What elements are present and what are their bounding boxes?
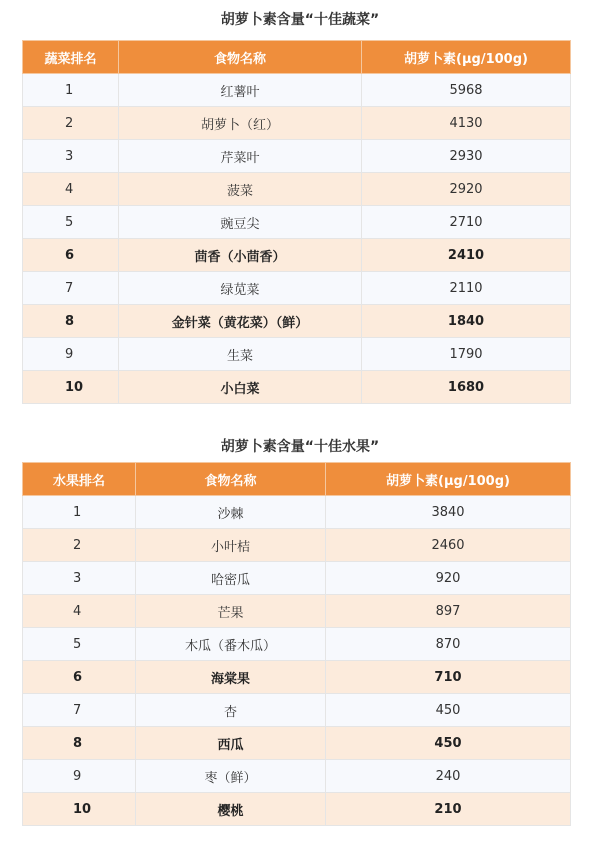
carotene-value-cell: 3840 (326, 496, 571, 529)
food-name-cell: 芒果 (136, 595, 326, 628)
carotene-value-cell: 450 (326, 727, 571, 760)
fruit-table (22, 462, 571, 826)
carotene-value-cell: 2110 (362, 272, 571, 305)
rank-cell: 2 (23, 107, 119, 140)
table-row (23, 206, 571, 239)
table-header-row (23, 463, 571, 496)
rank-cell: 3 (23, 140, 119, 173)
table-row (23, 272, 571, 305)
table-row (23, 305, 571, 338)
food-name-cell: 沙棘 (136, 496, 326, 529)
carotene-value-cell: 2460 (326, 529, 571, 562)
header-carotene: 胡萝卜素(μg/100g) (326, 463, 571, 496)
vegetable-section (0, 0, 600, 397)
rank-cell: 6 (23, 239, 119, 272)
rank-cell: 3 (23, 562, 136, 595)
food-name-cell: 红薯叶 (119, 74, 362, 107)
rank-cell: 4 (23, 595, 136, 628)
table-row (23, 562, 571, 595)
rank-cell: 5 (23, 628, 136, 661)
rank-cell: 9 (23, 760, 136, 793)
food-name-cell: 木瓜（番木瓜） (136, 628, 326, 661)
food-name-cell: 海棠果 (136, 661, 326, 694)
header-food-name: 食物名称 (136, 463, 326, 496)
carotene-value-cell: 4130 (362, 107, 571, 140)
carotene-value-cell: 897 (326, 595, 571, 628)
food-name-cell: 杏 (136, 694, 326, 727)
rank-cell: 5 (23, 206, 119, 239)
table-row (23, 793, 571, 826)
carotene-value-cell: 920 (326, 562, 571, 595)
table-row (23, 727, 571, 760)
table-row (23, 239, 571, 272)
table-row (23, 140, 571, 173)
food-name-cell: 枣（鲜） (136, 760, 326, 793)
carotene-value-cell: 1790 (362, 338, 571, 371)
food-name-cell: 小叶桔 (136, 529, 326, 562)
vegetable-table (22, 40, 571, 404)
rank-cell: 8 (23, 727, 136, 760)
carotene-value-cell: 2930 (362, 140, 571, 173)
table-row (23, 529, 571, 562)
table-row (23, 628, 571, 661)
food-name-cell: 金针菜（黄花菜）（鲜） (119, 305, 362, 338)
carotene-value-cell: 240 (326, 760, 571, 793)
food-name-cell: 哈密瓜 (136, 562, 326, 595)
table-row (23, 496, 571, 529)
header-rank: 蔬菜排名 (23, 41, 119, 74)
carotene-value-cell: 1840 (362, 305, 571, 338)
carotene-value-cell: 2920 (362, 173, 571, 206)
food-name-cell: 绿苋菜 (119, 272, 362, 305)
carotene-value-cell: 710 (326, 661, 571, 694)
header-rank: 水果排名 (23, 463, 136, 496)
fruit-section (0, 433, 600, 819)
food-name-cell: 豌豆尖 (119, 206, 362, 239)
header-carotene: 胡萝卜素(μg/100g) (362, 41, 571, 74)
rank-cell: 10 (23, 371, 119, 404)
food-name-cell: 小白菜 (119, 371, 362, 404)
rank-cell: 8 (23, 305, 119, 338)
table-row (23, 595, 571, 628)
carotene-value-cell: 5968 (362, 74, 571, 107)
fruit-table-title: 胡萝卜素含量“十佳水果” (220, 439, 380, 455)
table-row (23, 107, 571, 140)
rank-cell: 1 (23, 74, 119, 107)
table-row (23, 74, 571, 107)
table-row (23, 694, 571, 727)
table-header-row (23, 41, 571, 74)
table-row (23, 371, 571, 404)
food-name-cell: 生菜 (119, 338, 362, 371)
food-name-cell: 西瓜 (136, 727, 326, 760)
carotene-value-cell: 210 (326, 793, 571, 826)
food-name-cell: 芹菜叶 (119, 140, 362, 173)
carotene-value-cell: 2710 (362, 206, 571, 239)
rank-cell: 6 (23, 661, 136, 694)
food-name-cell: 樱桃 (136, 793, 326, 826)
rank-cell: 7 (23, 272, 119, 305)
carotene-value-cell: 450 (326, 694, 571, 727)
food-name-cell: 胡萝卜（红） (119, 107, 362, 140)
food-name-cell: 茴香（小茴香） (119, 239, 362, 272)
table-row (23, 338, 571, 371)
rank-cell: 7 (23, 694, 136, 727)
rank-cell: 2 (23, 529, 136, 562)
carotene-value-cell: 2410 (362, 239, 571, 272)
carotene-value-cell: 870 (326, 628, 571, 661)
table-row (23, 173, 571, 206)
carotene-value-cell: 1680 (362, 371, 571, 404)
vegetable-table-title: 胡萝卜素含量“十佳蔬菜” (220, 12, 380, 28)
rank-cell: 9 (23, 338, 119, 371)
food-name-cell: 菠菜 (119, 173, 362, 206)
table-row (23, 661, 571, 694)
rank-cell: 10 (23, 793, 136, 826)
header-food-name: 食物名称 (119, 41, 362, 74)
table-row (23, 760, 571, 793)
rank-cell: 1 (23, 496, 136, 529)
rank-cell: 4 (23, 173, 119, 206)
